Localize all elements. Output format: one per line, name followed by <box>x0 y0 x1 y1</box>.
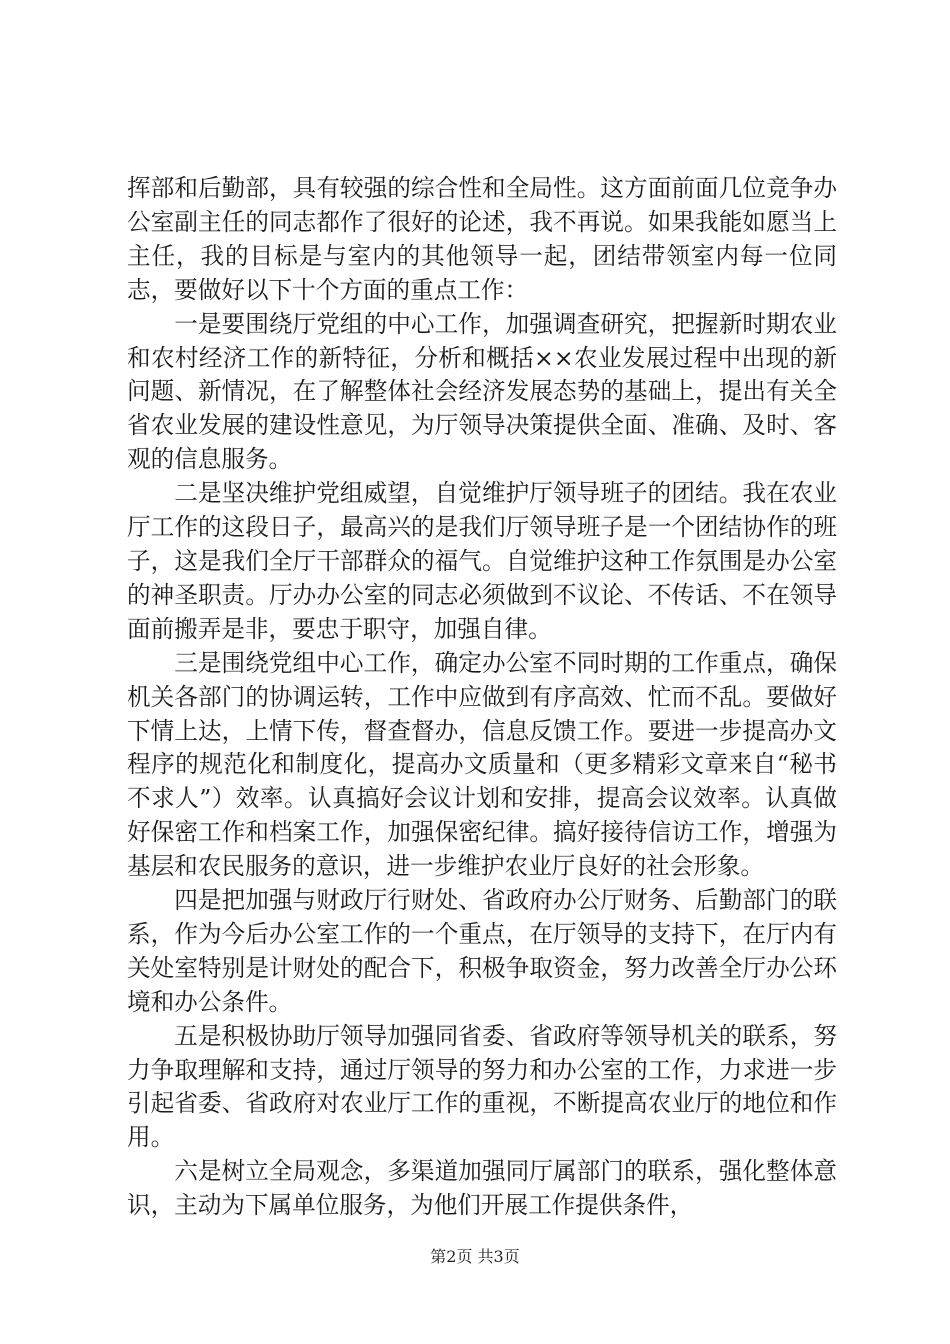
paragraph-5: 四是把加强与财政厅行财处、省政府办公厅财务、后勤部门的联系，作为今后办公室工作的一个重点，在厅领导的支持下，在厅内有关处室特别是计财处的配合下，积极争取资金，努力改善全厅办公环境和办公条件。 <box>127 886 837 1016</box>
paragraph-2: 一是要围绕厅党组的中心工作，加强调查研究，把握新时期农业和农村经济工作的新特征，分析和概括××农业发展过程中出现的新问题、新情况，在了解整体社会经济发展态势的基础上，提出有关全省农业发展的建设性意见，为厅领导决策提供全面、准确、及时、客观的信息服务。 <box>127 309 837 474</box>
paragraph-6: 五是积极协助厅领导加强同省委、省政府等领导机关的联系，努力争取理解和支持，通过厅领导的努力和办公室的工作，力求进一步引起省委、省政府对农业厅工作的重视，不断提高农业厅的地位和作用。 <box>127 1021 837 1152</box>
paragraph-4: 三是围绕党组中心工作，确定办公室不同时期的工作重点，确保机关各部门的协调运转，工作中应做到有序高效、忙而不乱。要做好下情上达，上情下传，督查督办，信息反馈工作。要进一步提高办文程序的规范化和制度化，提高办文质量和（更多精彩文章来自“秘书不求人”）效率。认真搞好会议计划和安排，提高会议效率。认真做好保密工作和档案工作，加强保密纪律。搞好接待信访工作，增强为基层和农民服务的意识，进一步维护农业厅良好的社会形象。 <box>127 648 837 881</box>
paragraph-7: 六是树立全局观念，多渠道加强同厅属部门的联系，强化整体意识，主动为下属单位服务，为他们开展工作提供条件， <box>127 1157 837 1220</box>
paragraph-1: 挥部和后勤部，具有较强的综合性和全局性。这方面前面几位竞争办公室副主任的同志都作了很好的论述，我不再说。如果我能如愿当上主任，我的目标是与室内的其他领导一起，团结带领室内每一位同志，要做好以下十个方面的重点工作： <box>127 174 837 304</box>
paragraph-3: 二是坚决维护党组威望，自觉维护厅领导班子的团结。我在农业厅工作的这段日子，最高兴的是我们厅领导班子是一个团结协作的班子，这是我们全厅干部群众的福气。自觉维护这种工作氛围是办公室的神圣职责。厅办办公室的同志必须做到不议论、不传话、不在领导面前搬弄是非，要忠于职守，加强自律。 <box>127 479 837 643</box>
document-body <box>127 172 837 1223</box>
page-footer: 第2页 共3页 <box>430 1247 520 1266</box>
